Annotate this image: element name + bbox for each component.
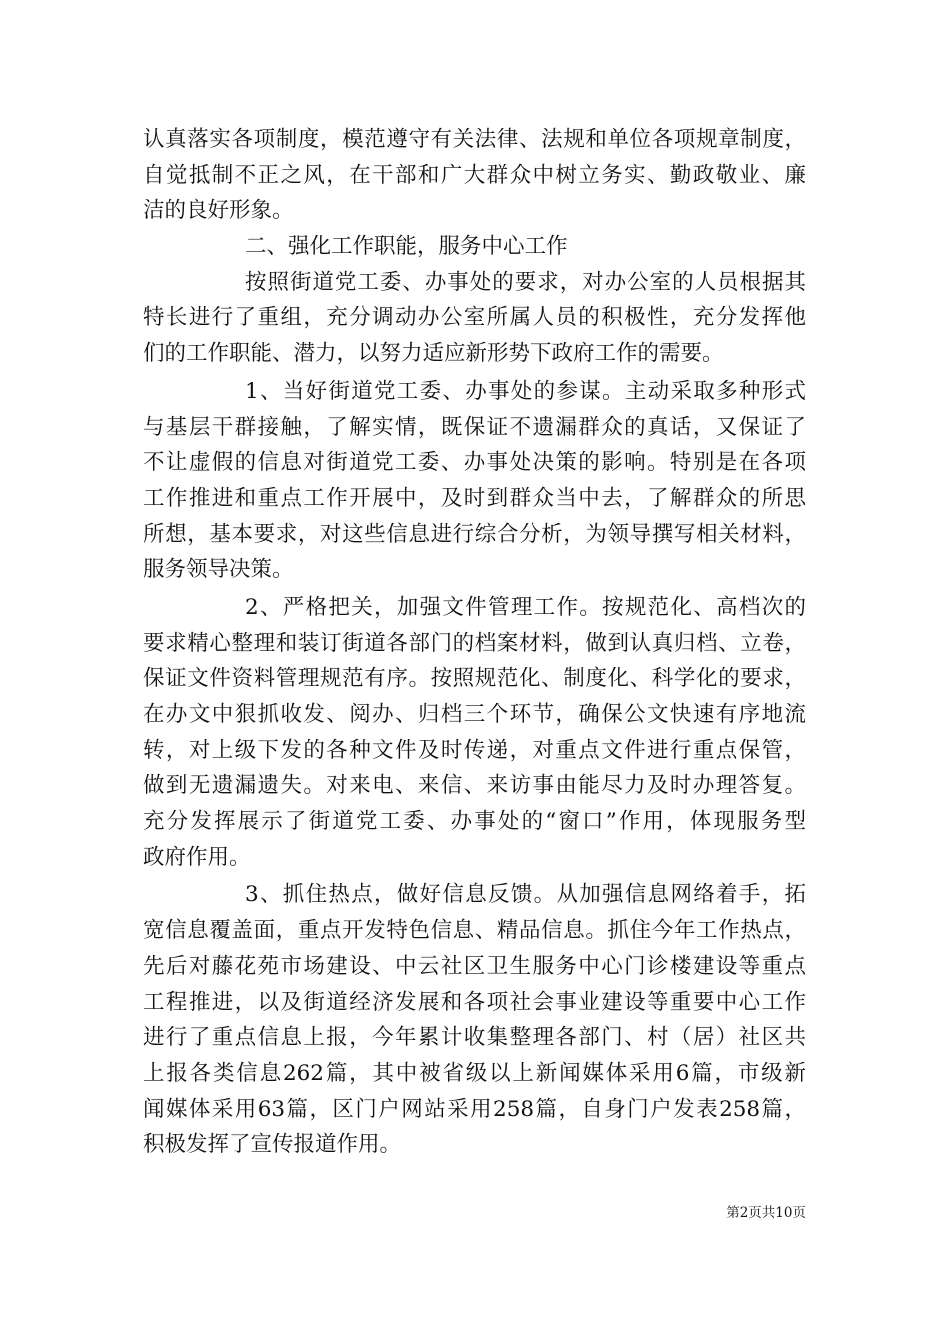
text-line: 服务领导决策。: [143, 557, 294, 583]
text-line: 在办文中狠抓收发、阅办、归档三个环节，确保公文快速有序地流: [143, 702, 806, 727]
paragraph-item-2: [143, 590, 806, 876]
text-line: 1、当好街道党工委、办事处的参谋。主动采取多种形式: [245, 378, 806, 404]
text-line: 自觉抵制不正之风，在干部和广大群众中树立务实、勤政敬业、廉: [143, 162, 806, 188]
text-line: 充分发挥展示了街道党工委、办事处的“窗口”作用，体现服务型: [143, 809, 806, 835]
text-line: 工作推进和重点工作开展中，及时到群众当中去，了解群众的所思: [143, 485, 806, 511]
text-line: 上报各类信息262篇，其中被省级以上新闻媒体采用6篇，市级新: [143, 1060, 806, 1086]
text-line: 不让虚假的信息对街道党工委、办事处决策的影响。特别是在各项: [143, 450, 806, 476]
text-line: 闻媒体采用63篇，区门户网站采用258篇，自身门户发表258篇，: [143, 1096, 806, 1122]
text-line: 积极发挥了宣传报道作用。: [143, 1132, 402, 1158]
text-line: 先后对藤花苑市场建设、中云社区卫生服务中心门诊楼建设等重点: [143, 953, 806, 979]
text-line: 政府作用。: [143, 844, 251, 870]
text-line: 保证文件资料管理规范有序。按照规范化、制度化、科学化的要求，: [143, 666, 806, 692]
text-line: 所想，基本要求，对这些信息进行综合分析，为领导撰写相关材料，: [143, 521, 806, 547]
section-heading: [143, 229, 806, 265]
text-line: 2、严格把关，加强文件管理工作。按规范化、高档次的: [245, 594, 806, 620]
text-line: 按照街道党工委、办事处的要求，对办公室的人员根据其: [245, 269, 806, 295]
paragraph-item-1: [143, 374, 806, 588]
text-line: 们的工作职能、潜力，以努力适应新形势下政府工作的需要。: [143, 341, 724, 367]
body-text: [143, 122, 806, 1163]
text-line: 进行了重点信息上报，今年累计收集整理各部门、村（居）社区共: [143, 1025, 806, 1051]
text-line: 3、抓住热点，做好信息反馈。从加强信息网络着手，拓: [245, 882, 806, 908]
text-line: 要求精心整理和装订街道各部门的档案材料，做到认真归档、立卷，: [143, 630, 806, 656]
paragraph-intro: [143, 265, 806, 372]
page-number-footer: 第2页共10页: [726, 1205, 806, 1221]
text-line: 宽信息覆盖面，重点开发特色信息、精品信息。抓住今年工作热点，: [143, 918, 806, 944]
text-line: 认真落实各项制度，模范遵守有关法律、法规和单位各项规章制度，: [143, 127, 806, 152]
section-heading-text: 二、强化工作职能，服务中心工作: [245, 234, 568, 260]
text-line: 与基层干群接触，了解实情，既保证不遗漏群众的真话，又保证了: [143, 414, 806, 440]
text-line: 洁的良好形象。: [143, 198, 294, 224]
paragraph-item-3: [143, 877, 806, 1163]
text-line: 转，对上级下发的各种文件及时传递，对重点文件进行重点保管，: [143, 737, 806, 763]
paragraph-continuation: [143, 122, 806, 229]
text-line: 做到无遗漏遗失。对来电、来信、来访事由能尽力及时办理答复。: [143, 773, 806, 799]
text-line: 工程推进，以及街道经济发展和各项社会事业建设等重要中心工作: [143, 989, 806, 1015]
text-line: 特长进行了重组，充分调动办公室所属人员的积极性，充分发挥他: [143, 305, 806, 331]
